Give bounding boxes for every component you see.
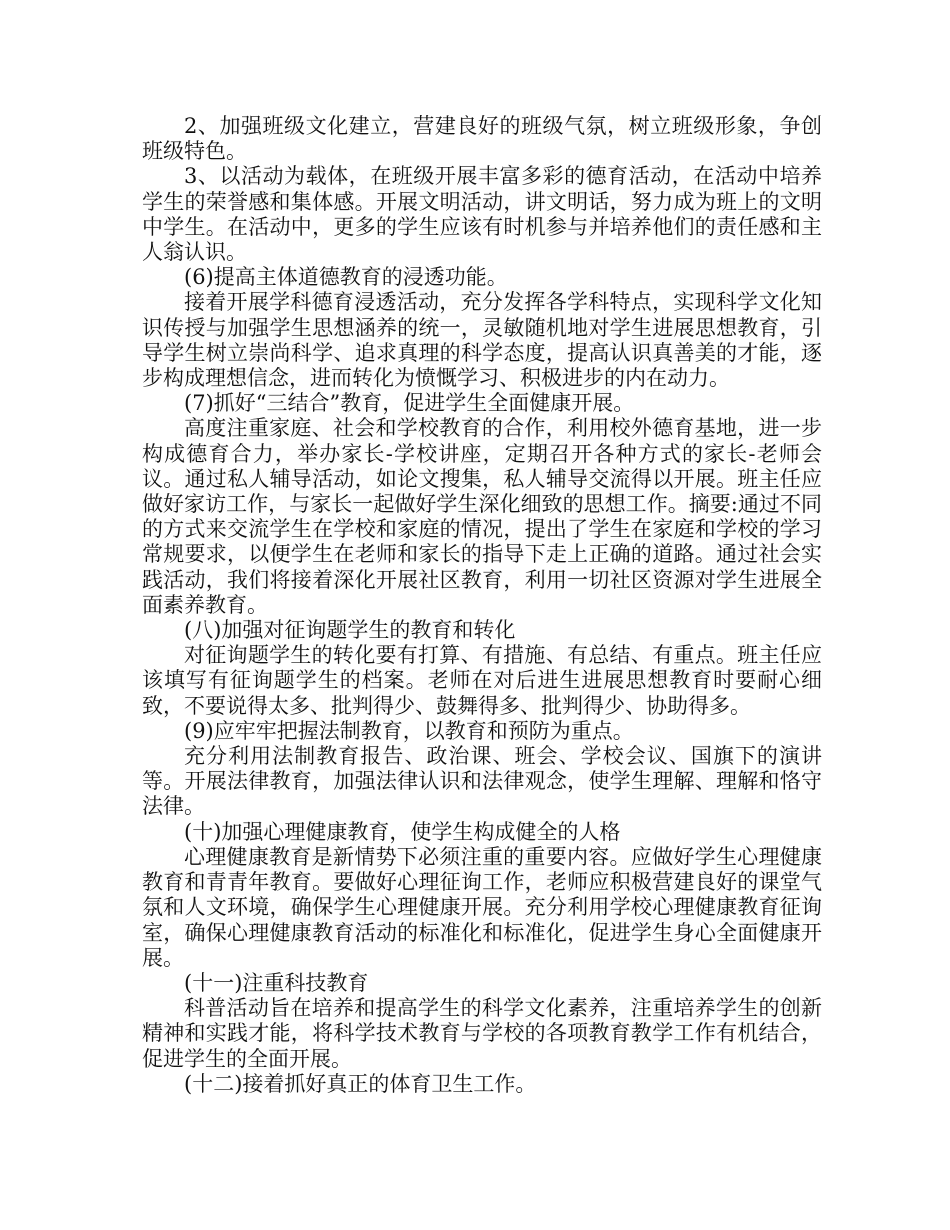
document-body [142, 114, 822, 1097]
paragraph-subject-moral: 接着开展学科德育浸透活动，充分发挥各学科特点，实现科学文化知识传授与加强学生思想涵养的统一，灵敏随机地对学生进展思想教育，引导学生树立崇尚科学、追求真理的科学态度，提高认识真善美的才能，逐步构成理想信念，进而转化为愤慨学习、积极进步的内在动力。 [142, 290, 822, 391]
heading-three-combination: (7)抓好“三结合”教育，促进学生全面健康开展。 [184, 391, 635, 416]
paragraph-problem-students: 对征询题学生的转化要有打算、有措施、有总结、有重点。班主任应该填写有征询题学生的档案。老师在对后进生进展思想教育时要耐心细致，不要说得太多、批判得少、鼓舞得多、批判得少、协助得多。 [142, 643, 822, 718]
paragraph-legal-education: 充分利用法制教育报告、政治课、班会、学校会议、国旗下的演讲等。开展法律教育，加强法律认识和法律观念，使学生理解、理解和恪守法律。 [142, 744, 822, 819]
paragraph-activities: 3、以活动为载体，在班级开展丰富多彩的德育活动，在活动中培养学生的荣誉感和集体感。开展文明活动，讲文明话，努力成为班上的文明中学生。在活动中，更多的学生应该有时机参与并培养他们的责任感和主人翁认识。 [142, 164, 822, 265]
heading-mental-health: (十)加强心理健康教育，使学生构成健全的人格 [184, 819, 621, 844]
paragraph-mental-health: 心理健康教育是新情势下必须注重的重要内容。应做好学生心理健康教育和青青年教育。要做好心理征询工作，老师应积极营建良好的课堂气氛和人文环境，确保学生心理健康开展。充分利用学校心理健康教育征询室，确保心理健康教育活动的标准化和标准化，促进学生身心全面健康开展。 [142, 844, 822, 970]
heading-moral-education: (6)提高主体道德教育的浸透功能。 [184, 265, 508, 290]
paragraph-class-culture: 2、加强班级文化建立，营建良好的班级气氛，树立班级形象，争创班级特色。 [142, 114, 822, 164]
heading-science-education: (十一)注重科技教育 [184, 970, 369, 995]
heading-sports-hygiene: (十二)接着抓好真正的体育卫生工作。 [184, 1071, 537, 1096]
paragraph-science-education: 科普活动旨在培养和提高学生的科学文化素养，注重培养学生的创新精神和实践才能，将科学技术教育与学校的各项教育教学工作有机结合，促进学生的全面开展。 [142, 996, 822, 1071]
heading-legal-education: (9)应牢牢把握法制教育，以教育和预防为重点。 [184, 718, 634, 743]
heading-problem-students: (八)加强对征询题学生的教育和转化 [184, 618, 516, 643]
paragraph-family-school: 高度注重家庭、社会和学校教育的合作，利用校外德育基地，进一步构成德育合力，举办家长-学校讲座，定期召开各种方式的家长-老师会议。通过私人辅导活动，如论文搜集，私人辅导交流得以开展。班主任应做好家访工作，与家长一起做好学生深化细致的思想工作。摘要:通过不同的方式来交流学生在学校和家庭的情况，提出了学生在家庭和学校的学习常规要求，以便学生在老师和家长的指导下走上正确的道路。通过社会实践活动，我们将接着深化开展社区教育，利用一切社区资源对学生进展全面素养教育。 [142, 416, 822, 617]
